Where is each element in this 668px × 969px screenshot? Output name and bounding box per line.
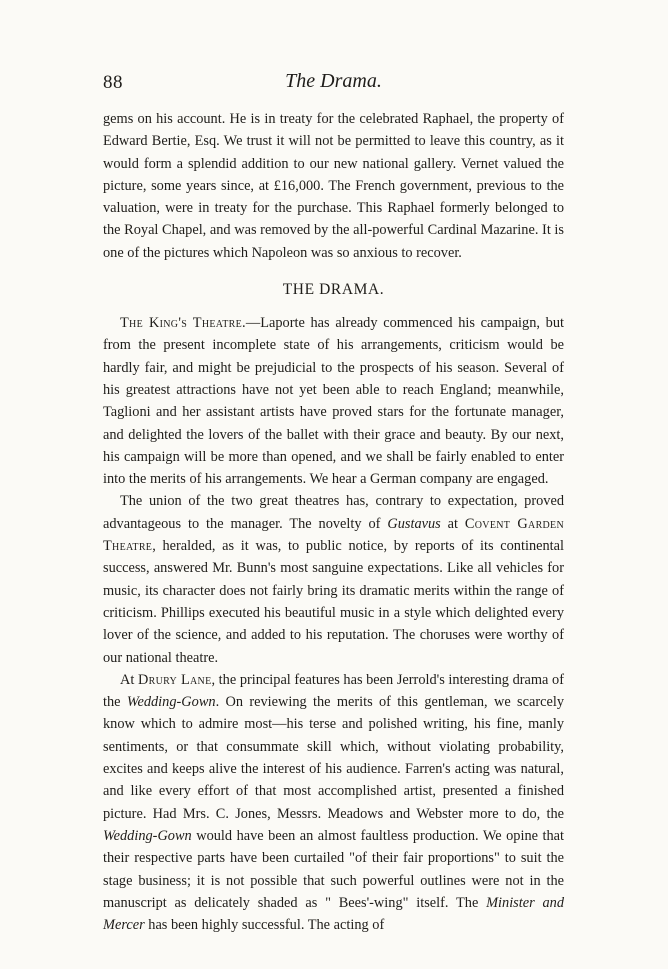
running-title: The Drama. (285, 70, 382, 92)
paragraph-kings-theatre (103, 312, 564, 490)
page-number: 88 (103, 72, 123, 93)
paragraph-text: would have been an almost faultless production. We opine that their respective parts have been curtailed "of their fair proportions" to suit the stage business; it is not possible that such powerful outlines were not in the manuscript as delicately shaded as " Bees'-wing" itself. The (103, 827, 564, 911)
page-header (103, 72, 564, 98)
paragraph-text: , the principal features has been Jerrold's interesting drama of the (103, 671, 564, 711)
section-title: THE DRAMA. (282, 281, 385, 299)
kings-theatre-heading: The King's Theatre. (120, 315, 246, 332)
covent-garden-theatre-name: Covent Garden Theatre (103, 515, 564, 555)
work-title-minister-and-mercer: Minister and Mercer (103, 894, 564, 934)
continuation-paragraph: gems on his account. He is in treaty for the celebrated Raphael, the property of Edward Bertie, Esq. We trust it will not be permitted to leave this country, as it would form a splendid addition to our new national gallery. Vernet valued the picture, some years since, at £16,000. The French government, previous to the valuation, were in treaty for the purchase. This Raphael formerly belonged to the Royal Chapel, and was removed by the all-powerful Cardinal Mazarine. It is one of the pictures which Napoleon was so anxious to recover. (103, 111, 564, 261)
paragraph-covent-garden (103, 490, 564, 668)
work-title-wedding-gown: Wedding-Gown (126, 694, 216, 711)
paragraph-text: At (120, 671, 138, 688)
paragraph-text: has been highly successful. The acting of (144, 917, 385, 934)
paragraph-text: . On reviewing the merits of this gentleman, we scarcely know which to admire most—his terse and polished writing, his fine, manly sentiments, or that consummate skill which, without violating probability, excites and keeps alive the interest of his audience. Farren's acting was natural, and like every effort of that most accomplished artist, presented a finished picture. Had Mrs. C. Jones, Messrs. Meadows and Webster more to do, the (103, 694, 564, 822)
paragraph-drury-lane (103, 669, 564, 937)
paragraph-text: The union of the two great theatres has, contrary to expectation, proved advantageous to the manager. The novelty of (103, 493, 564, 532)
paragraph-text: at (440, 515, 465, 532)
drury-lane-theatre-name: Drury Lane (137, 671, 212, 688)
work-title-wedding-gown: Wedding-Gown (103, 827, 192, 844)
work-title-gustavus: Gustavus (387, 515, 441, 532)
paragraph-text: , heralded, as it was, to public notice, by reports of its continental success, answered Mr. Bunn's most sanguine expectations. Like all vehicles for music, its character does not fairly bring its dramatic merits within the range of criticism. Phillips executed his beautiful music in a style which delighted every lover of the science, and added to his reputation. The choruses were worthy of our national theatre. (103, 538, 564, 666)
paragraph-text: —Laporte has already commenced his campaign, but from the present incomplete state of his arrangements, criticism would be hardly fair, and might be prejudicial to the prospects of his season. Several of his greatest attractions have not yet been able to reach England; meanwhile, Taglioni and her assistant artists have proved stars for the fortunate manager, and delighted the lovers of the ballet with their grace and beauty. By our next, his campaign will be more than opened, and we shall be fairly enabled to enter into the merits of his arrangements. We hear a German company are engaged. (103, 315, 564, 488)
